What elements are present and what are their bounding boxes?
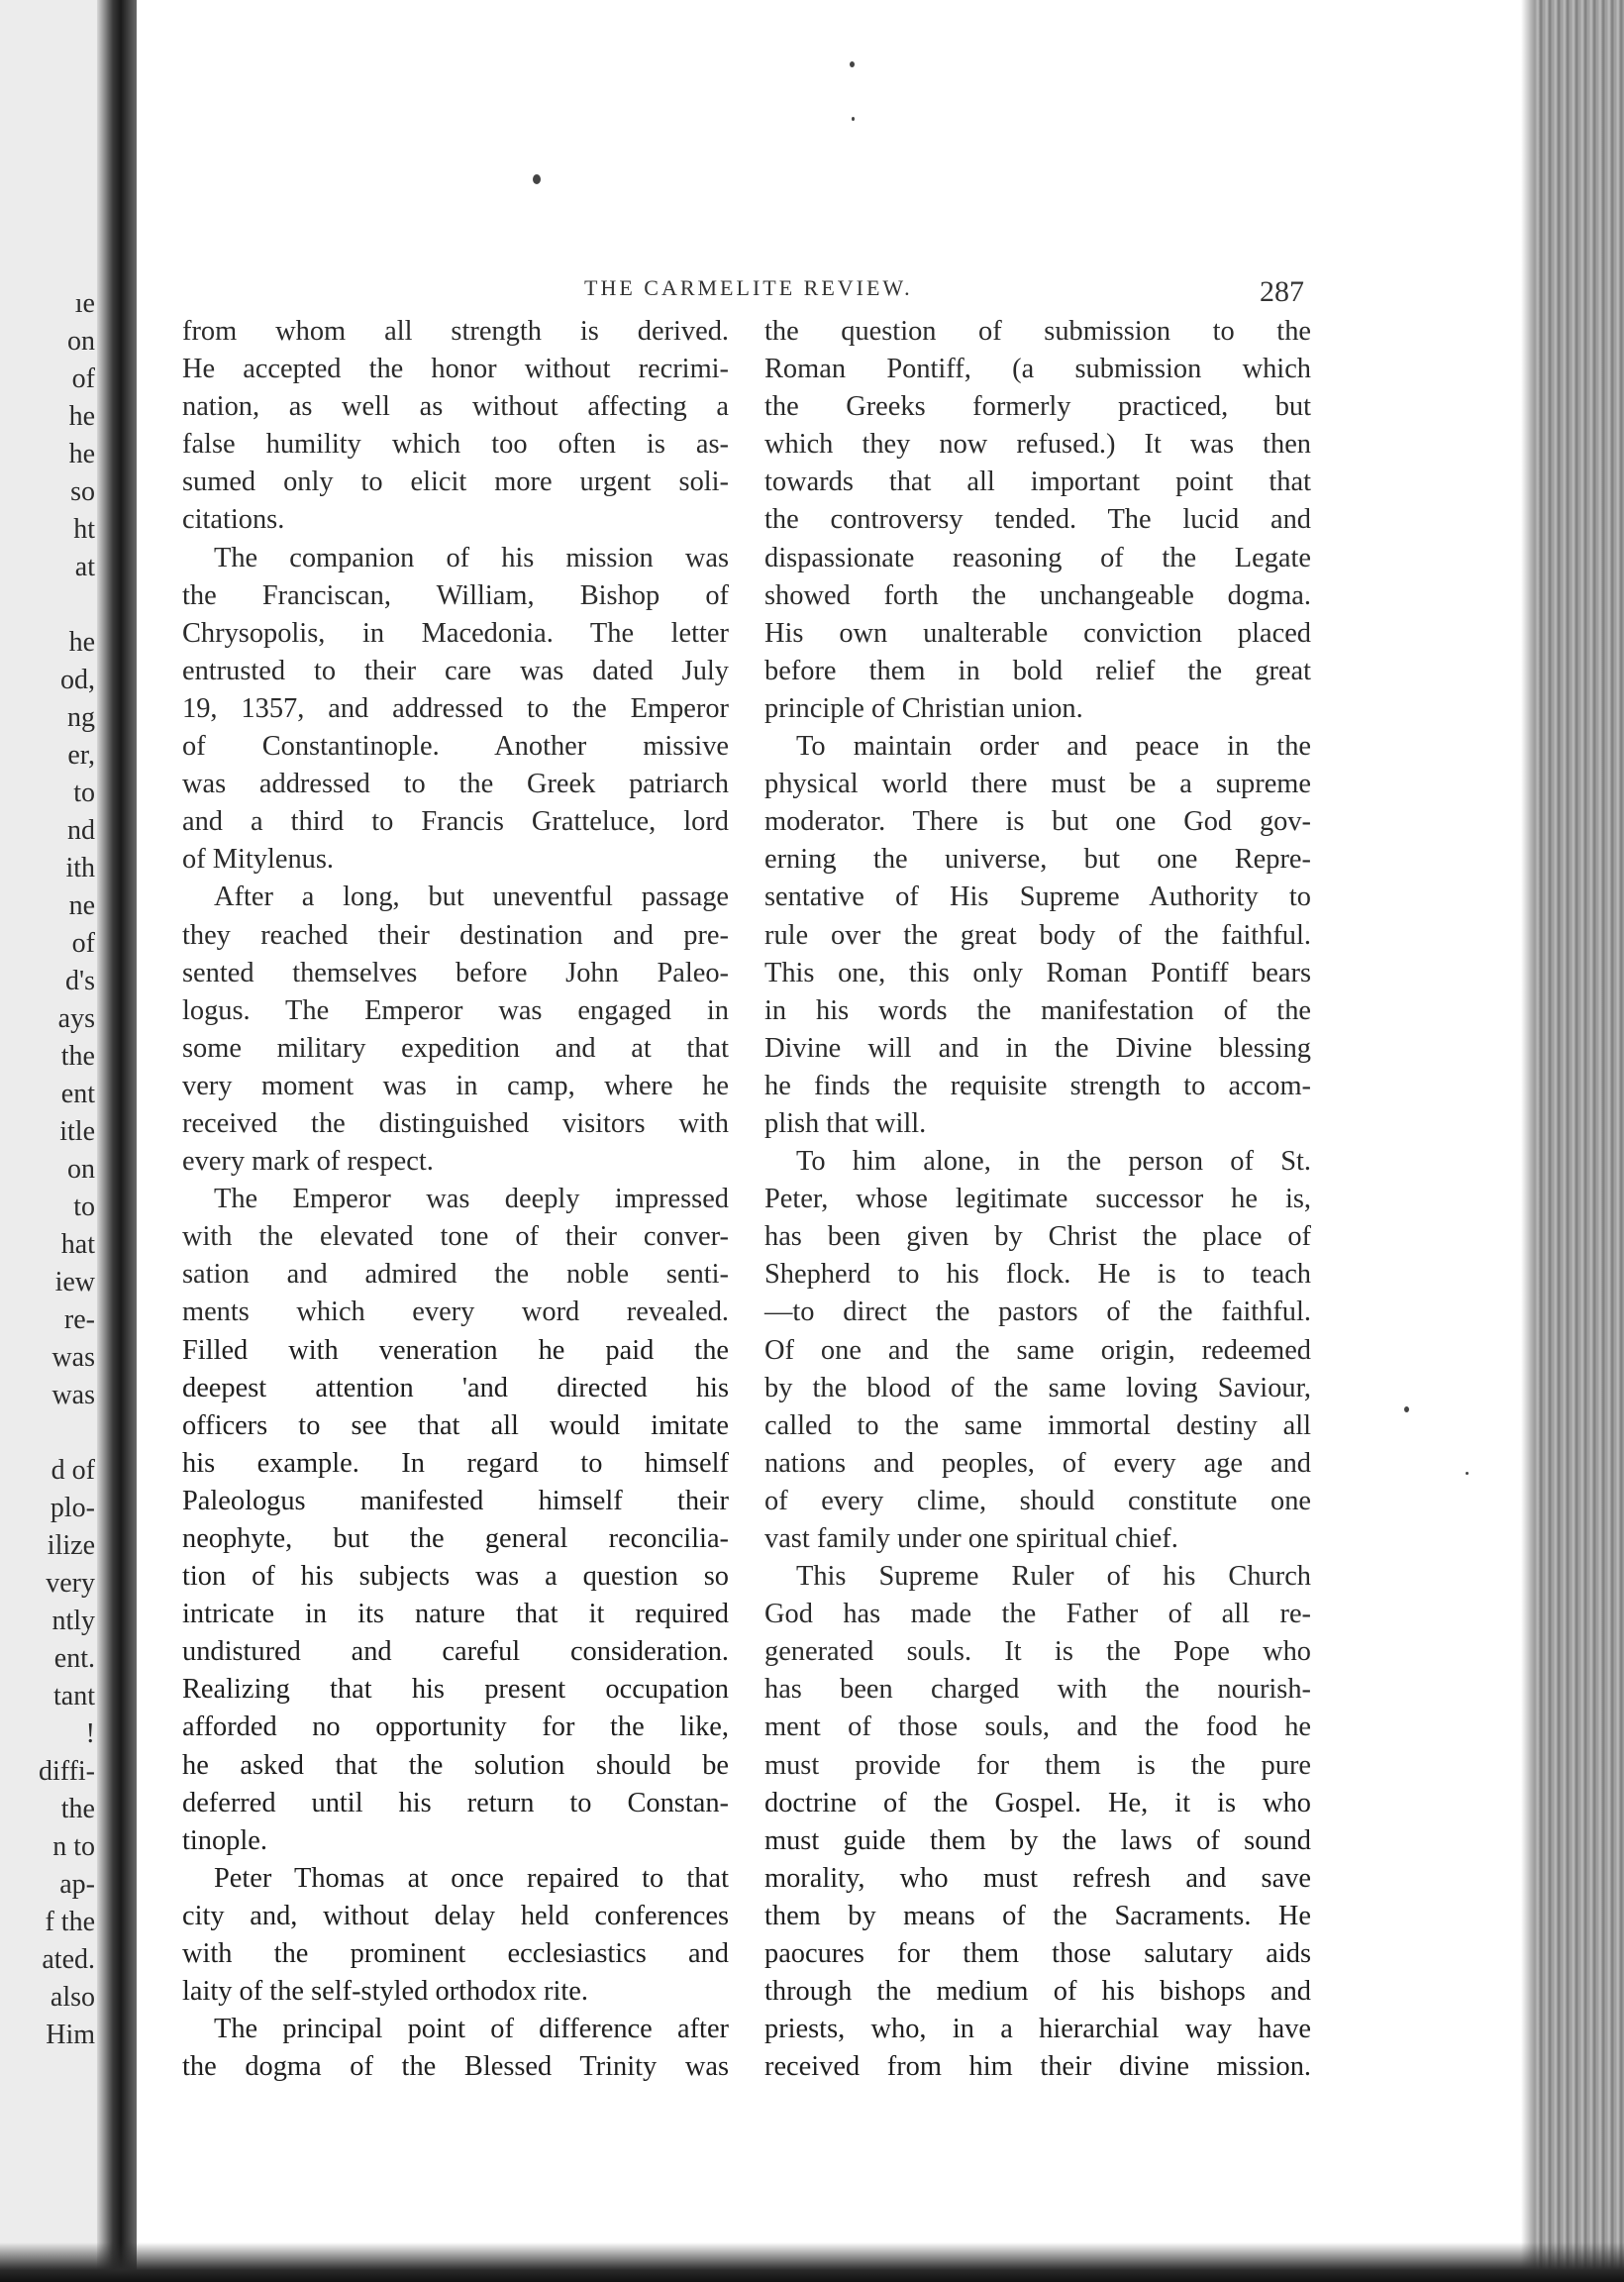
- text-line: Divine will and in the Divine blessing: [764, 1032, 1311, 1064]
- text-line: has been charged with the nourish-: [764, 1674, 1311, 1706]
- text-line: officers to see that all would imitate: [182, 1409, 729, 1441]
- text-line: physical world there must be a supreme: [764, 769, 1311, 800]
- previous-page-fragment: nd: [67, 815, 95, 846]
- text-line: Shepherd to his flock. He is to teach: [764, 1259, 1311, 1291]
- previous-page-fragment: the: [60, 1041, 95, 1072]
- text-line: principle of Christian union.: [764, 692, 1083, 724]
- text-line: vast family under one spiritual chief.: [764, 1523, 1178, 1554]
- print-speck: [1404, 1406, 1409, 1412]
- text-line: with the prominent ecclesiastics and: [182, 1938, 729, 1970]
- text-line: neophyte, but the general reconcilia-: [182, 1523, 729, 1554]
- text-line: the Franciscan, William, Bishop of: [182, 579, 729, 611]
- text-line: The Emperor was deeply impressed: [214, 1184, 729, 1215]
- print-speck: [1466, 1472, 1469, 1475]
- text-line: every mark of respect.: [182, 1146, 434, 1178]
- text-line: sation and admired the noble senti-: [182, 1259, 729, 1291]
- previous-page-fragment: he: [68, 401, 95, 432]
- text-line: —to direct the pastors of the faithful.: [764, 1297, 1311, 1328]
- previous-page-fragment: very: [46, 1568, 95, 1599]
- text-line: logus. The Emperor was engaged in: [182, 994, 729, 1026]
- text-line: This one, this only Roman Pontiff bears: [764, 957, 1311, 988]
- text-line: ments which every word revealed.: [182, 1297, 729, 1328]
- text-line: Peter Thomas at once repaired to that: [214, 1862, 729, 1894]
- previous-page-fragment: the: [60, 1794, 95, 1824]
- previous-page-fragment: Him: [46, 2020, 95, 2050]
- text-line: Paleologus manifested himself their: [182, 1485, 729, 1516]
- text-line: some military expedition and at that: [182, 1032, 729, 1064]
- text-line: The companion of his mission was: [214, 542, 729, 573]
- text-line: of Constantinople. Another missive: [182, 731, 729, 763]
- text-line: must provide for them is the pure: [764, 1749, 1311, 1781]
- previous-page-fragment: !: [85, 1718, 95, 1749]
- text-line: the Greeks formerly practiced, but: [764, 391, 1311, 423]
- previous-page-text-fragments: [0, 285, 95, 2054]
- previous-page-fragment: ht: [73, 514, 95, 545]
- text-line: by the blood of the same loving Saviour,: [764, 1372, 1311, 1403]
- text-line: laity of the self-styled orthodox rite.: [182, 1976, 588, 2008]
- text-line: his example. In regard to himself: [182, 1447, 729, 1479]
- previous-page-fragment: ent.: [53, 1643, 95, 1674]
- text-line: Realizing that his present occupation: [182, 1674, 729, 1706]
- text-line: God has made the Father of all re-: [764, 1599, 1311, 1630]
- text-line: they reached their destination and pre-: [182, 919, 729, 951]
- previous-page-fragment: re-: [63, 1304, 95, 1335]
- previous-page-fragment: od,: [60, 665, 95, 695]
- text-line: towards that all important point that: [764, 467, 1311, 498]
- text-line: received from him their divine mission.: [764, 2051, 1311, 2083]
- text-line: 19, 1357, and addressed to the Emperor: [182, 692, 729, 724]
- text-line: sented themselves before John Paleo-: [182, 957, 729, 988]
- previous-page-fragment: ilize: [47, 1530, 95, 1561]
- previous-page-fragment: itle: [59, 1116, 95, 1147]
- previous-page-fragment: to: [73, 1192, 95, 1222]
- text-line: Of one and the same origin, redeemed: [764, 1334, 1311, 1366]
- previous-page-fragment: ent: [60, 1079, 95, 1109]
- text-line: After a long, but uneventful passage: [214, 882, 729, 913]
- text-line: Peter, whose legitimate successor he is,: [764, 1184, 1311, 1215]
- previous-page-fragment: [0, 1414, 95, 1452]
- text-line: has been given by Christ the place of: [764, 1221, 1311, 1253]
- running-head: THE CARMELITE REVIEW.: [584, 275, 913, 300]
- text-line: must guide them by the laws of sound: [764, 1824, 1311, 1856]
- previous-page-fragment: f the: [45, 1907, 95, 1937]
- text-line: from whom all strength is derived.: [182, 316, 729, 347]
- text-line: and a third to Francis Gratteluce, lord: [182, 806, 729, 838]
- text-line: To him alone, in the person of St.: [796, 1146, 1311, 1178]
- text-line: He accepted the honor without recrimi-: [182, 354, 729, 385]
- text-line: erning the universe, but one Repre-: [764, 844, 1311, 876]
- previous-page-fragment: hat: [60, 1229, 95, 1260]
- previous-page-fragment: er,: [67, 740, 95, 771]
- text-line: The principal point of difference after: [214, 2014, 729, 2045]
- text-line: nations and peoples, of every age and: [764, 1447, 1311, 1479]
- text-line: he finds the requisite strength to accom-: [764, 1070, 1311, 1101]
- page-number: 287: [1260, 275, 1304, 308]
- text-line: morality, who must refresh and save: [764, 1862, 1311, 1894]
- print-speck: [850, 61, 855, 67]
- text-line: received the distinguished visitors with: [182, 1107, 729, 1139]
- text-line: moderator. There is but one God gov-: [764, 806, 1311, 838]
- text-line: ment of those souls, and the food he: [764, 1712, 1311, 1743]
- previous-page-fragment: to: [73, 778, 95, 808]
- text-line: afforded no opportunity for the like,: [182, 1712, 729, 1743]
- text-line: generated souls. It is the Pope who: [764, 1636, 1311, 1668]
- text-line: Chrysopolis, in Macedonia. The letter: [182, 617, 729, 649]
- previous-page-fragment: plo-: [50, 1493, 95, 1523]
- previous-page-fragment: ays: [57, 1003, 95, 1034]
- book-gutter: [97, 0, 137, 2282]
- text-line: sentative of His Supreme Authority to: [764, 882, 1311, 913]
- text-line: dispassionate reasoning of the Legate: [764, 542, 1311, 573]
- text-line: called to the same immortal destiny all: [764, 1409, 1311, 1441]
- text-line: false humility which too often is as-: [182, 429, 729, 461]
- right-text-column: [764, 313, 1311, 2086]
- text-line: citations.: [182, 504, 285, 536]
- text-line: was addressed to the Greek patriarch: [182, 769, 729, 800]
- previous-page-fragment: n to: [52, 1831, 95, 1862]
- previous-page-fragment: was: [51, 1342, 95, 1373]
- text-line: the question of submission to the: [764, 316, 1311, 347]
- previous-page-fragment: [0, 586, 95, 624]
- previous-page-fragment: ne: [68, 890, 95, 921]
- text-line: the dogma of the Blessed Trinity was: [182, 2051, 729, 2083]
- previous-page-fragment: ith: [65, 853, 95, 883]
- previous-page-fragment: on: [67, 326, 95, 357]
- previous-page-fragment: at: [74, 552, 95, 582]
- text-line: To maintain order and peace in the: [796, 731, 1311, 763]
- text-line: showed forth the unchangeable dogma.: [764, 579, 1311, 611]
- text-line: nation, as well as without affecting a: [182, 391, 729, 423]
- text-line: tion of his subjects was a question so: [182, 1561, 729, 1593]
- bottom-shadow: [0, 2242, 1624, 2282]
- previous-page-fragment: was: [51, 1380, 95, 1410]
- text-line: paocures for them those salutary aids: [764, 1938, 1311, 1970]
- previous-page-fragment: also: [50, 1982, 95, 2013]
- text-line: undistured and careful consideration.: [182, 1636, 729, 1668]
- text-line: entrusted to their care was dated July: [182, 655, 729, 686]
- previous-page-fragment: ated.: [42, 1944, 95, 1975]
- text-line: priests, who, in a hierarchial way have: [764, 2014, 1311, 2045]
- text-line: Filled with veneration he paid the: [182, 1334, 729, 1366]
- previous-page-fragment: so: [70, 476, 95, 507]
- previous-page-fragment: d's: [65, 966, 95, 996]
- print-speck: [533, 174, 541, 184]
- previous-page-fragment: ntly: [51, 1606, 95, 1636]
- text-line: with the elevated tone of their conver-: [182, 1221, 729, 1253]
- text-line: This Supreme Ruler of his Church: [796, 1561, 1311, 1593]
- text-line: he asked that the solution should be: [182, 1749, 729, 1781]
- text-line: before them in bold relief the great: [764, 655, 1311, 686]
- previous-page-fragment: of: [71, 363, 95, 394]
- previous-page-fragment: iew: [54, 1267, 95, 1297]
- text-line: city and, without delay held conferences: [182, 1900, 729, 1931]
- text-line: sumed only to elicit more urgent soli-: [182, 467, 729, 498]
- previous-page-fragment: on: [67, 1154, 95, 1185]
- text-line: them by means of the Sacraments. He: [764, 1900, 1311, 1931]
- previous-page-fragment: diffi-: [38, 1756, 95, 1787]
- text-line: His own unalterable conviction placed: [764, 617, 1311, 649]
- text-line: in his words the manifestation of the: [764, 994, 1311, 1026]
- previous-page-fragment: ap-: [59, 1869, 95, 1900]
- text-line: of Mitylenus.: [182, 844, 334, 876]
- previous-page-fragment: he: [68, 439, 95, 469]
- text-line: very moment was in camp, where he: [182, 1070, 729, 1101]
- previous-page-fragment: he: [68, 627, 95, 658]
- text-line: Roman Pontiff, (a submission which: [764, 354, 1311, 385]
- previous-page-fragment: of: [71, 928, 95, 959]
- previous-page-fragment: ng: [67, 702, 95, 733]
- text-line: rule over the great body of the faithful.: [764, 919, 1311, 951]
- text-line: doctrine of the Gospel. He, it is who: [764, 1787, 1311, 1818]
- text-line: which they now refused.) It was then: [764, 429, 1311, 461]
- text-line: of every clime, should constitute one: [764, 1485, 1311, 1516]
- text-line: deepest attention 'and directed his: [182, 1372, 729, 1403]
- left-text-column: [182, 313, 729, 2086]
- text-line: intricate in its nature that it required: [182, 1599, 729, 1630]
- book-page-edges: [1535, 0, 1624, 2282]
- text-line: the controversy tended. The lucid and: [764, 504, 1311, 536]
- text-line: tinople.: [182, 1824, 267, 1856]
- previous-page-fragment: tant: [53, 1681, 95, 1712]
- text-line: deferred until his return to Constan-: [182, 1787, 729, 1818]
- text-line: through the medium of his bishops and: [764, 1976, 1311, 2008]
- print-speck: [852, 117, 855, 121]
- previous-page-fragment: d of: [51, 1455, 95, 1486]
- text-line: plish that will.: [764, 1107, 927, 1139]
- previous-page-fragment: ıe: [74, 288, 95, 319]
